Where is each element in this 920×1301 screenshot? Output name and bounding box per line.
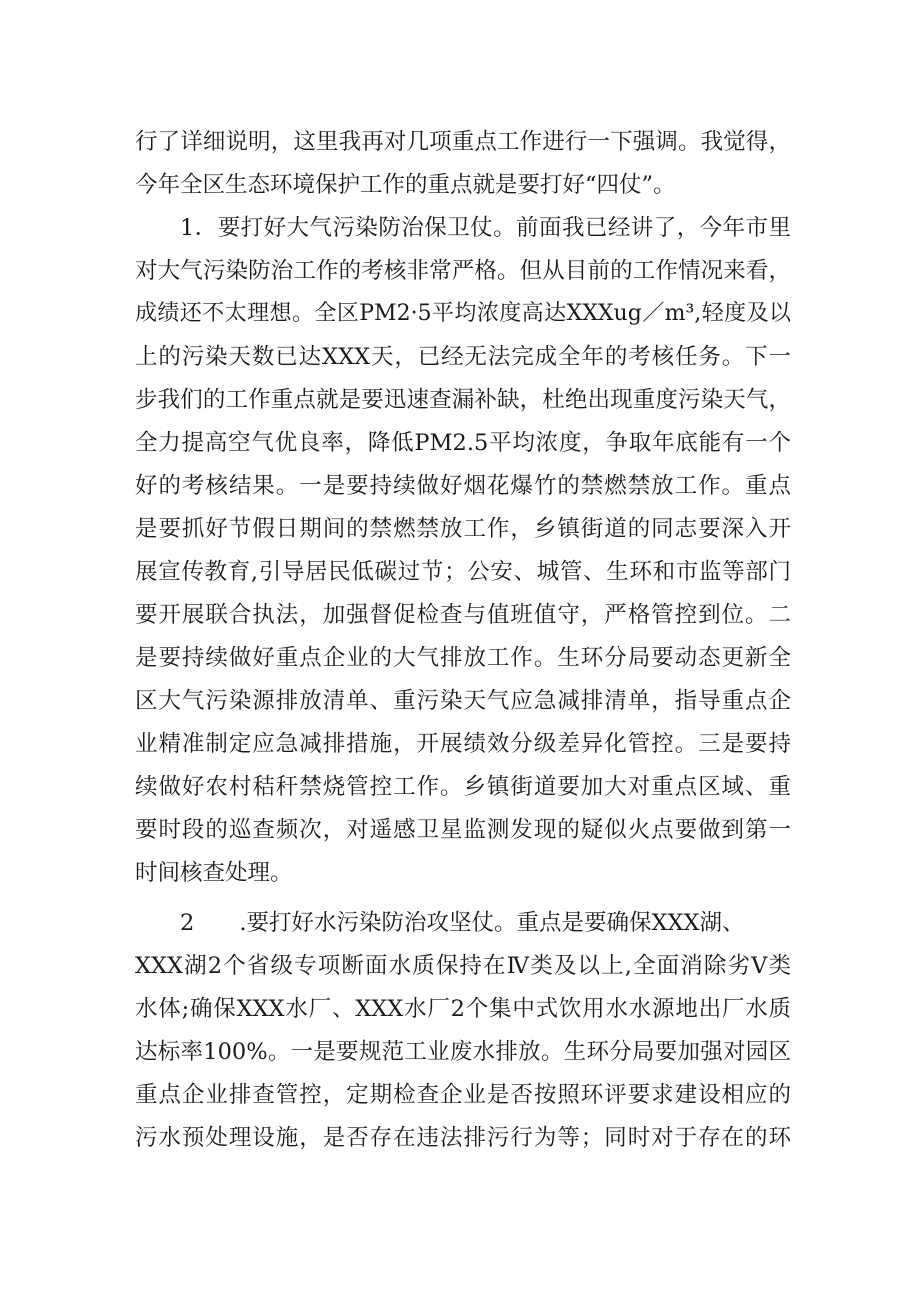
paragraph-line: 续做好农村秸秆禁烧管控工作。乡镇街道要加大对重点区域、重 bbox=[135, 774, 791, 800]
paragraph-line: 全力提高空气优良率，降低PM2.5平均浓度，争取年底能有一个 bbox=[135, 430, 791, 456]
paragraph-line: 行了详细说明，这里我再对几项重点工作进行一下强调。我觉得， bbox=[135, 129, 791, 155]
paragraph-line: 污水预处理设施，是否存在违法排污行为等；同时对于存在的环 bbox=[135, 1125, 791, 1151]
paragraph-line: 成绩还不太理想。全区PM2·5平均浓度高达XXXug／m³,轻度及以 bbox=[135, 301, 791, 326]
paragraph-line: 区大气污染源排放清单、重污染天气应急减排清单，指导重点企 bbox=[135, 688, 791, 714]
paragraph-line: 步我们的工作重点就是要迅速查漏补缺，杜绝出现重度污染天气， bbox=[135, 387, 791, 413]
paragraph-line: 要时段的巡查频次，对遥感卫星监测发现的疑似火点要做到第一 bbox=[135, 817, 791, 843]
paragraph-line: XXX湖2个省级专项断面水质保持在Ⅳ类及以上,全面消除劣Ⅴ类 bbox=[135, 953, 791, 979]
paragraph-line: 时间核查处理。 bbox=[135, 860, 293, 886]
paragraph-line: 今年全区生态环境保护工作的重点就是要打好“四仗”。 bbox=[135, 172, 676, 198]
paragraph-line: 要开展联合执法，加强督促检查与值班值守，严格管控到位。二 bbox=[135, 602, 791, 628]
paragraph-line: 业精准制定应急减排措施，开展绩效分级差异化管控。三是要持 bbox=[135, 731, 791, 757]
paragraph-line: 对大气污染防治工作的考核非常严格。但从目前的工作情况来看， bbox=[135, 258, 791, 284]
paragraph-line: 重点企业排查管控，定期检查企业是否按照环评要求建设相应的 bbox=[135, 1082, 791, 1108]
paragraph-line: 上的污染天数已达XXX天，已经无法完成全年的考核任务。下一 bbox=[135, 344, 791, 370]
paragraph-line: 好的考核结果。一是要持续做好烟花爆竹的禁燃禁放工作。重点 bbox=[135, 473, 791, 499]
section-heading-1: 1．要打好大气污染防治保卫仗。前面我已经讲了，今年市里 bbox=[180, 215, 791, 241]
paragraph-line: 展宣传教育,引导居民低碳过节；公安、城管、生环和市监等部门 bbox=[135, 559, 791, 585]
paragraph-line: 水体;确保XXX水厂、XXX水厂2个集中式饮用水水源地出厂水质 bbox=[135, 996, 791, 1022]
section-heading-2: 2 .要打好水污染防治攻坚仗。重点是要确保XXX湖、 bbox=[180, 910, 745, 936]
paragraph-line: 达标率100%。一是要规范工业废水排放。生环分局要加强对园区 bbox=[135, 1039, 791, 1065]
paragraph-line: 是要持续做好重点企业的大气排放工作。生环分局要动态更新全 bbox=[135, 645, 791, 671]
paragraph-line: 是要抓好节假日期间的禁燃禁放工作，乡镇街道的同志要深入开 bbox=[135, 516, 791, 542]
